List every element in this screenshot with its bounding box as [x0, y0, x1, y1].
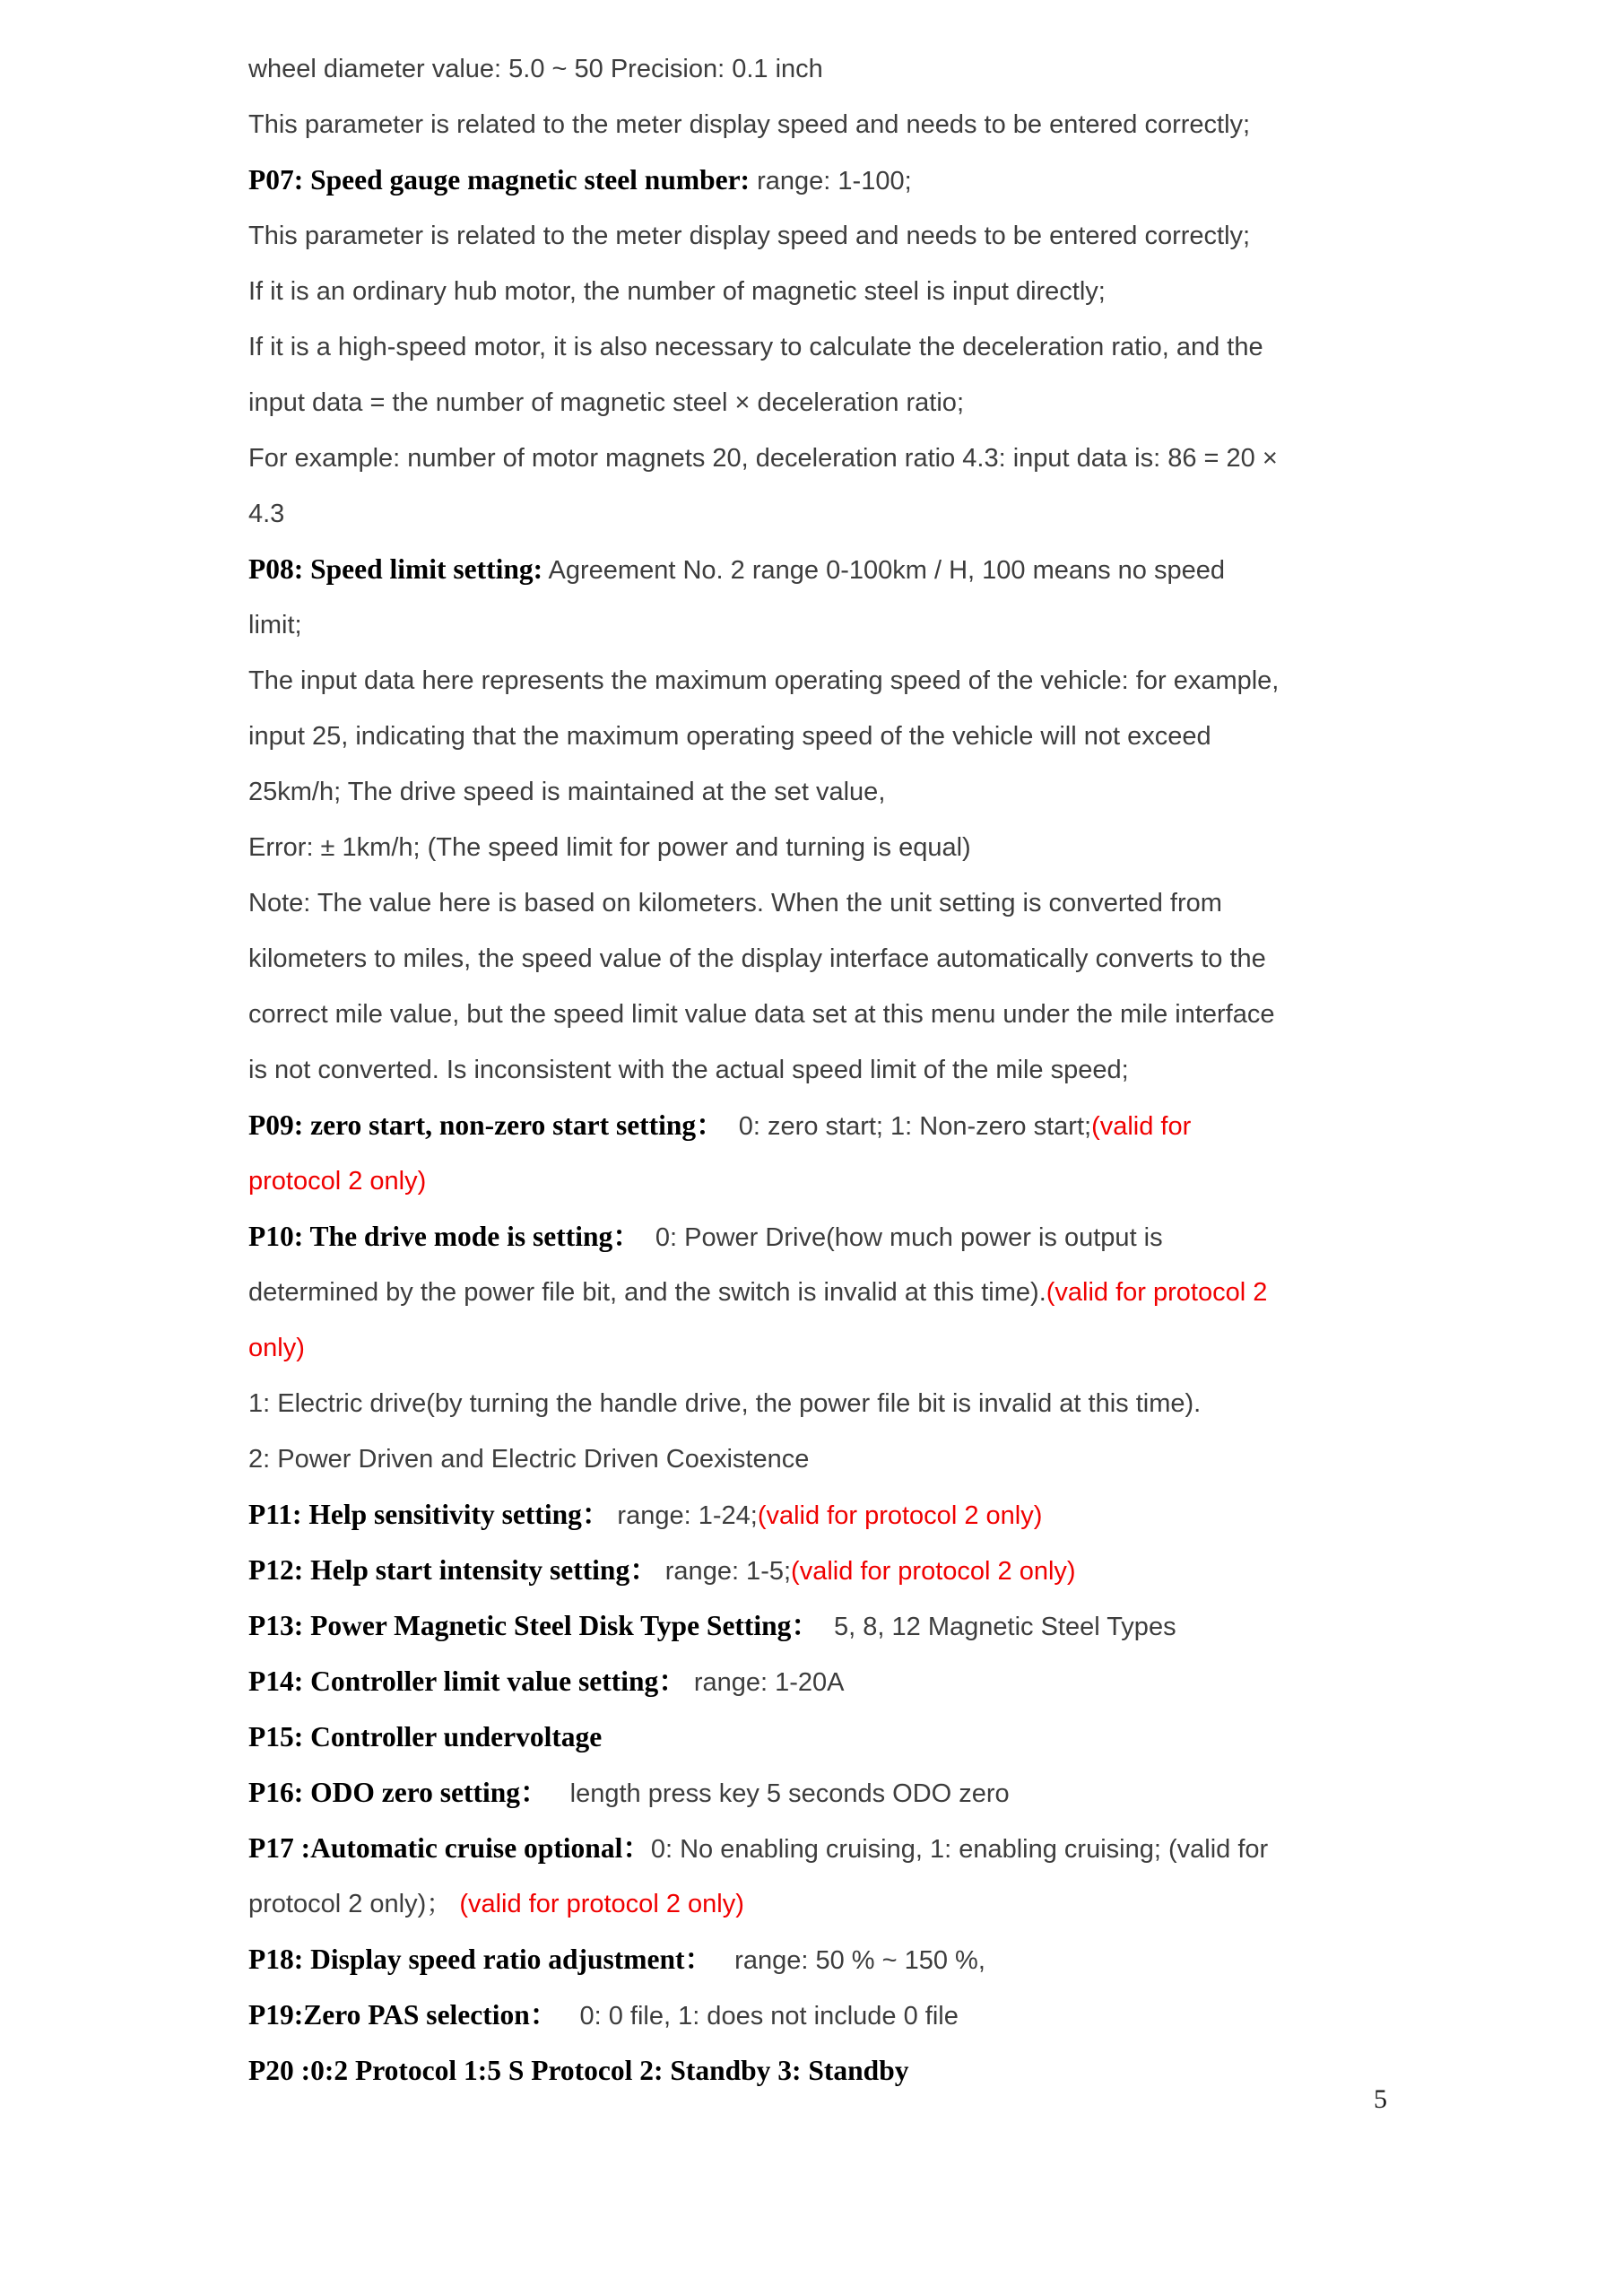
- parameter-heading: P12: Help start intensity setting：: [248, 1554, 658, 1586]
- body-text: range: 1-24;: [610, 1501, 758, 1530]
- text-line: [248, 709, 1396, 764]
- text-line: [248, 1042, 1396, 1098]
- text-line: [248, 375, 1396, 430]
- body-text: input data = the number of magnetic steel × deceleration ratio;: [248, 388, 964, 417]
- protocol-note: (valid for protocol 2 only): [757, 1501, 1043, 1530]
- text-line: [248, 1209, 1396, 1265]
- body-text: range: 50 % ~ 150 %,: [713, 1946, 985, 1975]
- parameter-heading: P11: Help sensitivity setting：: [248, 1499, 611, 1530]
- parameter-heading: P07: Speed gauge magnetic steel number:: [248, 164, 751, 196]
- page-number: 5: [1374, 2084, 1387, 2114]
- text-line: [248, 1765, 1396, 1821]
- body-text: limit;: [248, 611, 302, 639]
- body-text: For example: number of motor magnets 20, deceleration ratio 4.3: input data is: 86 = 20 ×: [248, 444, 1278, 473]
- parameter-heading: P19:Zero PAS selection：: [248, 1999, 559, 2031]
- text-line: [248, 1987, 1396, 2043]
- body-text: 0: Power Drive(how much power is output is: [640, 1223, 1163, 1252]
- body-text: Error: ± 1km/h; (The speed limit for power and turning is equal): [248, 833, 971, 862]
- body-text: The input data here represents the maximum operating speed of the vehicle: for example,: [248, 666, 1280, 695]
- text-line: [248, 152, 1396, 208]
- text-line: [248, 597, 1396, 653]
- body-text: 5, 8, 12 Magnetic Steel Types: [819, 1613, 1176, 1641]
- text-line: [248, 1098, 1396, 1153]
- body-text: range: 1-5;: [657, 1557, 792, 1586]
- text-line: [248, 820, 1396, 875]
- body-text: 1: Electric drive(by turning the handle drive, the power file bit is invalid at this time).: [248, 1389, 1202, 1418]
- text-line: [248, 653, 1396, 709]
- parameter-heading: P18: Display speed ratio adjustment：: [248, 1944, 713, 1975]
- body-text: protocol 2 only)；: [248, 1890, 460, 1918]
- text-line: [248, 987, 1396, 1042]
- body-text: 0: 0 file, 1: does not include 0 file: [558, 2002, 959, 2031]
- body-text: range: 1-100;: [750, 167, 912, 196]
- text-line: [248, 1598, 1396, 1654]
- body-text: 25km/h; The drive speed is maintained at the set value,: [248, 778, 886, 806]
- body-text: 0: zero start; 1: Non-zero start;: [724, 1112, 1092, 1141]
- text-line: [248, 1876, 1396, 1932]
- text-line: [248, 1487, 1396, 1543]
- text-line: [248, 1320, 1396, 1376]
- body-text: If it is an ordinary hub motor, the number of magnetic steel is input directly;: [248, 277, 1106, 306]
- body-text: is not converted. Is inconsistent with the actual speed limit of the mile speed;: [248, 1056, 1129, 1084]
- protocol-note: (valid for: [1091, 1112, 1192, 1141]
- body-text: Agreement No. 2 range 0-100km / H, 100 means no speed: [542, 556, 1225, 585]
- document-text-block: [248, 41, 1396, 2099]
- text-line: [248, 97, 1396, 152]
- body-text: wheel diameter value: 5.0 ~ 50 Precision: 0.1 inch: [248, 55, 823, 83]
- protocol-note: (valid for protocol 2 only): [459, 1890, 744, 1918]
- text-line: [248, 1654, 1396, 1709]
- text-line: [248, 1543, 1396, 1598]
- text-line: [248, 1376, 1396, 1431]
- text-line: [248, 1821, 1396, 1876]
- text-line: [248, 486, 1396, 542]
- body-text: kilometers to miles, the speed value of the display interface automatically converts to the: [248, 944, 1266, 973]
- text-line: [248, 1709, 1396, 1765]
- text-line: [248, 1431, 1396, 1487]
- parameter-heading: P16: ODO zero setting：: [248, 1777, 549, 1808]
- parameter-heading: P17 :Automatic cruise optional：: [248, 1832, 651, 1864]
- text-line: [248, 1932, 1396, 1987]
- parameter-heading: P20 :0:2 Protocol 1:5 S Protocol 2: Standby 3: Standby: [248, 2055, 909, 2086]
- body-text: range: 1-20A: [686, 1668, 845, 1697]
- protocol-note: protocol 2 only): [248, 1167, 427, 1196]
- body-text: 4.3: [248, 500, 285, 528]
- body-text: If it is a high-speed motor, it is also necessary to calculate the deceleration ratio, and the: [248, 333, 1263, 361]
- parameter-heading: P09: zero start, non-zero start setting：: [248, 1109, 725, 1141]
- body-text: input 25, indicating that the maximum operating speed of the vehicle will not exceed: [248, 722, 1211, 751]
- protocol-note: only): [248, 1334, 305, 1362]
- body-text: 0: No enabling cruising, 1: enabling cruising; (valid for: [650, 1835, 1269, 1864]
- parameter-heading: P08: Speed limit setting:: [248, 553, 543, 585]
- parameter-heading: P13: Power Magnetic Steel Disk Type Setting：: [248, 1610, 820, 1641]
- body-text: length press key 5 seconds ODO zero: [548, 1779, 1010, 1808]
- body-text: determined by the power file bit, and the switch is invalid at this time).: [248, 1278, 1046, 1307]
- text-line: [248, 931, 1396, 987]
- parameter-heading: P14: Controller limit value setting：: [248, 1665, 687, 1697]
- protocol-note: (valid for protocol 2: [1046, 1278, 1268, 1307]
- parameter-heading: P15: Controller undervoltage: [248, 1721, 603, 1752]
- protocol-note: (valid for protocol 2 only): [791, 1557, 1076, 1586]
- body-text: correct mile value, but the speed limit value data set at this menu under the mile interface: [248, 1000, 1275, 1029]
- body-text: This parameter is related to the meter display speed and needs to be entered correctly;: [248, 222, 1251, 250]
- text-line: [248, 542, 1396, 597]
- text-line: [248, 875, 1396, 931]
- body-text: Note: The value here is based on kilometers. When the unit setting is converted from: [248, 889, 1222, 918]
- body-text: 2: Power Driven and Electric Driven Coexistence: [248, 1445, 810, 1474]
- text-line: [248, 41, 1396, 97]
- text-line: [248, 430, 1396, 486]
- body-text: This parameter is related to the meter display speed and needs to be entered correctly;: [248, 110, 1251, 139]
- text-line: [248, 264, 1396, 319]
- text-line: [248, 764, 1396, 820]
- text-line: [248, 319, 1396, 375]
- parameter-heading: P10: The drive mode is setting：: [248, 1221, 641, 1252]
- text-line: [248, 1265, 1396, 1320]
- text-line: [248, 208, 1396, 264]
- text-line: [248, 1153, 1396, 1209]
